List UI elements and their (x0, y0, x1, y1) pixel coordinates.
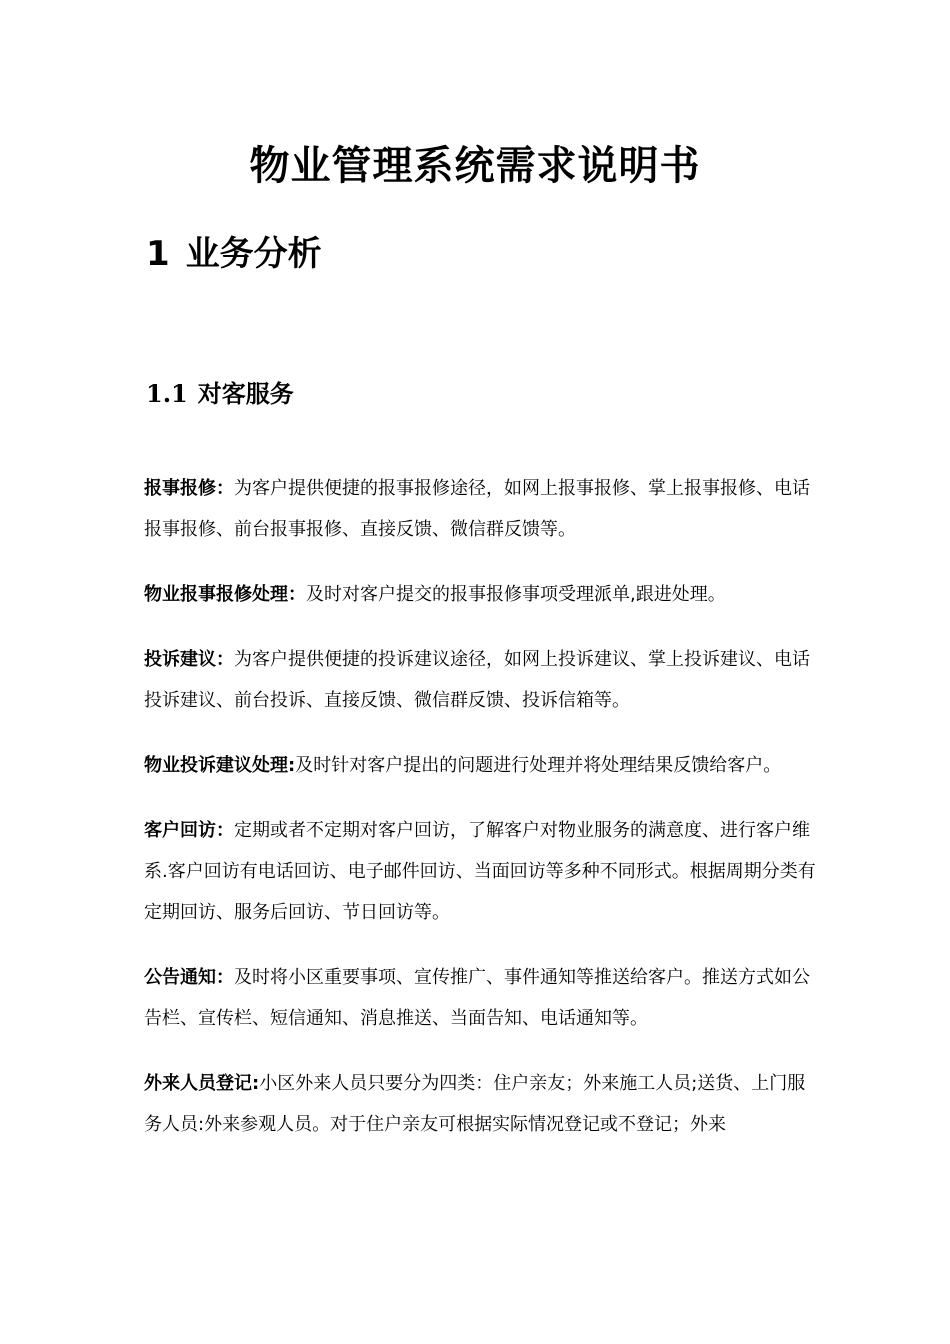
paragraph-term: 客户回访： (144, 820, 234, 841)
paragraph-term: 外来人员登记: (144, 1073, 260, 1094)
paragraph-term: 公告通知： (144, 967, 234, 988)
section-heading (146, 230, 322, 278)
paragraph-complaint-processing (144, 745, 820, 786)
paragraph-text: 及时将小区重要事项、宣传推广、事件通知等推送给客户。推送方式如公告栏、宣传栏、短信通知、消息推送、当面告知、电话通知等。 (144, 967, 810, 1029)
paragraph-visitor-registration (144, 1063, 820, 1145)
document-title: 物业管理系统需求说明书 (249, 143, 701, 189)
paragraph-text: 小区外来人员只要分为四类：住户亲友；外来施工人员;送货、上门服务人员:外来参观人员。对于住户亲友可根据实际情况登记或不登记；外来 (144, 1073, 806, 1135)
paragraph-text: 定期或者不定期对客户回访，了解客户对物业服务的满意度、进行客户维系.客户回访有电话回访、电子邮件回访、当面回访等多种不同形式。根据周期分类有定期回访、服务后回访、节日回访等。 (144, 820, 816, 923)
paragraph-announcement (144, 957, 820, 1039)
paragraph-text: 及时针对客户提出的问题进行处理并将处理结果反馈给客户。 (295, 755, 782, 776)
section-number: 1 (146, 234, 170, 274)
subsection-heading (146, 376, 294, 412)
paragraph-repair-processing (144, 574, 820, 615)
paragraph-complaint (144, 639, 820, 721)
paragraph-term: 投诉建议： (144, 649, 234, 670)
paragraph-text: 为客户提供便捷的投诉建议途径，如网上投诉建议、掌上投诉建议、电话投诉建议、前台投诉、直接反馈、微信群反馈、投诉信箱等。 (144, 649, 810, 711)
body-content (144, 468, 820, 1169)
paragraph-term: 物业报事报修处理： (144, 584, 306, 605)
subsection-title: 对客服务 (197, 380, 294, 408)
subsection-number: 1.1 (146, 379, 188, 408)
paragraph-term: 报事报修： (144, 478, 234, 499)
paragraph-term: 物业投诉建议处理: (144, 755, 296, 776)
paragraph-text: 为客户提供便捷的报事报修途径，如网上报事报修、掌上报事报修、电话报事报修、前台报事报修、直接反馈、微信群反馈等。 (144, 478, 810, 540)
section-title: 业务分析 (185, 234, 322, 274)
paragraph-customer-visit (144, 810, 820, 933)
paragraph-repair-report (144, 468, 820, 550)
paragraph-text: 及时对客户提交的报事报修事项受理派单,跟进处理。 (306, 584, 726, 605)
